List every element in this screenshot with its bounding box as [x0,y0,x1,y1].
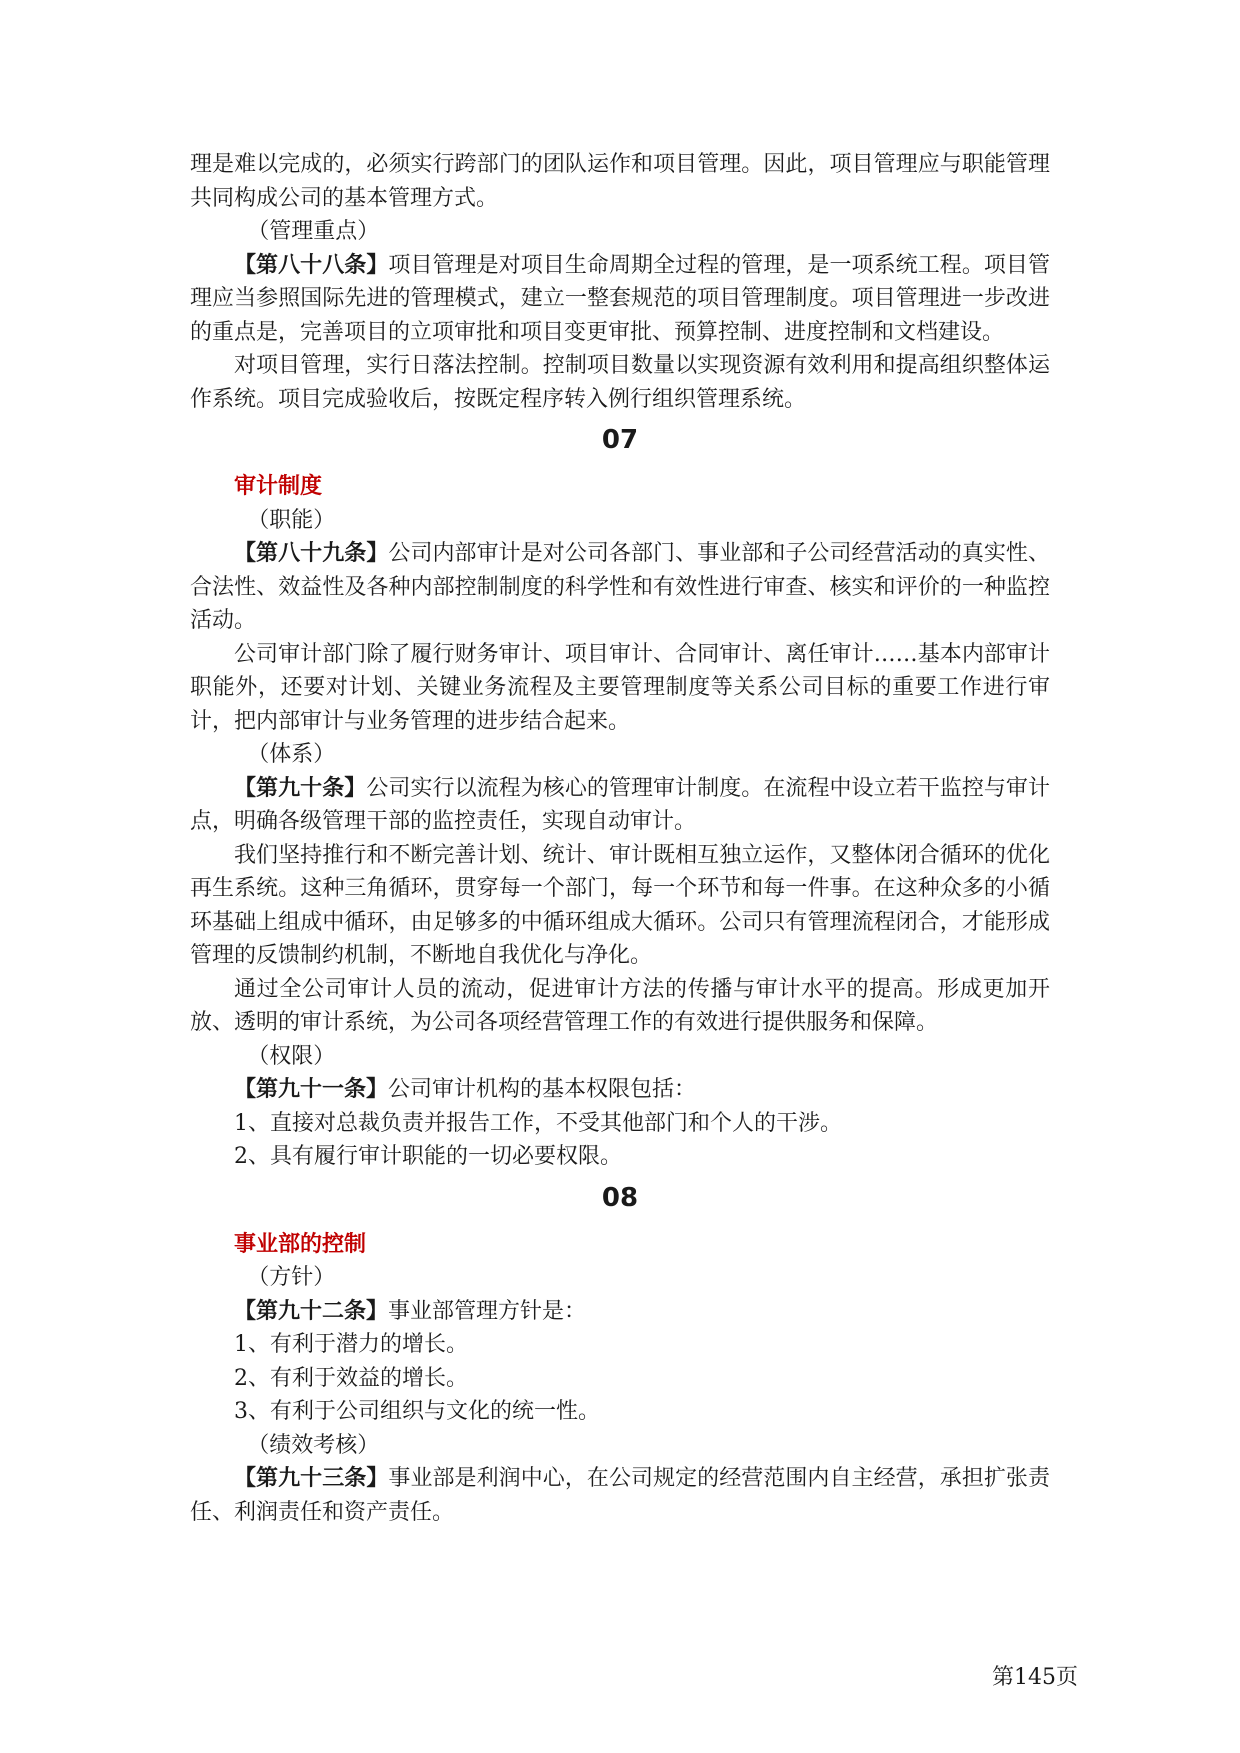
article-91 [190,1073,1050,1107]
article-label: 【第八十八条】 [234,252,389,278]
article-label: 【第八十九条】 [234,541,389,566]
paragraph: 对项目管理，实行日落法控制。控制项目数量以实现资源有效利用和提高组织整体运作系统。项目完成验收后，按既定程序转入例行组织管理系统。 [190,353,1050,412]
section-number-07: 07 [601,425,639,455]
section-title-audit: 审计制度 [234,474,323,499]
article-label: 【第九十条】 [234,775,367,801]
list-item: 2、有利于效益的增长。 [234,1365,468,1391]
article-88 [190,249,1050,350]
paragraph: 我们坚持推行和不断完善计划、统计、审计既相互独立运作，又整体闭合循环的优化再生系统。这种三角循环，贯穿每一个部门，每一个环节和每一件事。在这种众多的小循环基础上组成中循环，由足够多的中循环组成大循环。公司只有管理流程闭合，才能形成管理的反馈制约机制，不断地自我优化与净化。 [190,842,1050,968]
subheading-performance: （绩效考核） [247,1432,380,1458]
paragraph: 通过全公司审计人员的流动，促进审计方法的传播与审计水平的提高。形成更加开放、透明的审计系统，为公司各项经营管理工作的有效进行提供服务和保障。 [190,976,1050,1035]
document-body [190,148,1050,1529]
article-text: 事业部是利润中心，在公司规定的经营范围内自主经营，承担扩张责任、利润责任和资产责任。 [190,1466,1050,1525]
section-title-division-control: 事业部的控制 [234,1231,367,1257]
subheading-system: （体系） [247,742,336,767]
subheading-policy: （方针） [247,1265,336,1290]
section-number-08: 08 [601,1182,639,1213]
paragraph: 理是难以完成的，必须实行跨部门的团队运作和项目管理。因此，项目管理应与职能管理共同构成公司的基本管理方式。 [190,152,1050,211]
list-item: 1、直接对总裁负责并报告工作，不受其他部门和个人的干涉。 [234,1110,842,1136]
page-number: 第145页 [992,1665,1078,1690]
article-93 [190,1462,1050,1529]
article-text: 事业部管理方针是： [388,1298,587,1324]
article-90 [190,772,1050,839]
article-text: 公司内部审计是对公司各部门、事业部和子公司经营活动的真实性、合法性、效益性及各种内部控制制度的科学性和有效性进行审查、核实和评价的一种监控活动。 [190,541,1050,633]
article-text: 公司审计机构的基本权限包括： [388,1077,697,1102]
list-item: 3、有利于公司组织与文化的统一性。 [234,1399,600,1424]
article-text: 公司实行以流程为核心的管理审计制度。在流程中设立若干监控与审计点，明确各级管理干部的监控责任，实现自动审计。 [190,775,1050,834]
list-item: 2、具有履行审计职能的一切必要权限。 [234,1144,622,1169]
article-89 [190,537,1050,638]
paragraph: 公司审计部门除了履行财务审计、项目审计、合同审计、离任审计……基本内部审计职能外，还要对计划、关键业务流程及主要管理制度等关系公司目标的重要工作进行审计，把内部审计与业务管理的进步结合起来。 [190,641,1050,734]
article-label: 【第九十二条】 [234,1298,389,1324]
article-label: 【第九十一条】 [234,1077,389,1102]
subheading-authority: （权限） [247,1043,336,1069]
article-label: 【第九十三条】 [234,1466,389,1491]
subheading-management-focus: （管理重点） [247,219,380,244]
subheading-function: （职能） [247,507,336,533]
article-92 [190,1295,1050,1329]
list-item: 1、有利于潜力的增长。 [234,1332,468,1357]
article-text: 项目管理是对项目生命周期全过程的管理，是一项系统工程。项目管理应当参照国际先进的管理模式，建立一整套规范的项目管理制度。项目管理进一步改进的重点是，完善项目的立项审批和项目变更审批、预算控制、进度控制和文档建设。 [190,252,1050,345]
